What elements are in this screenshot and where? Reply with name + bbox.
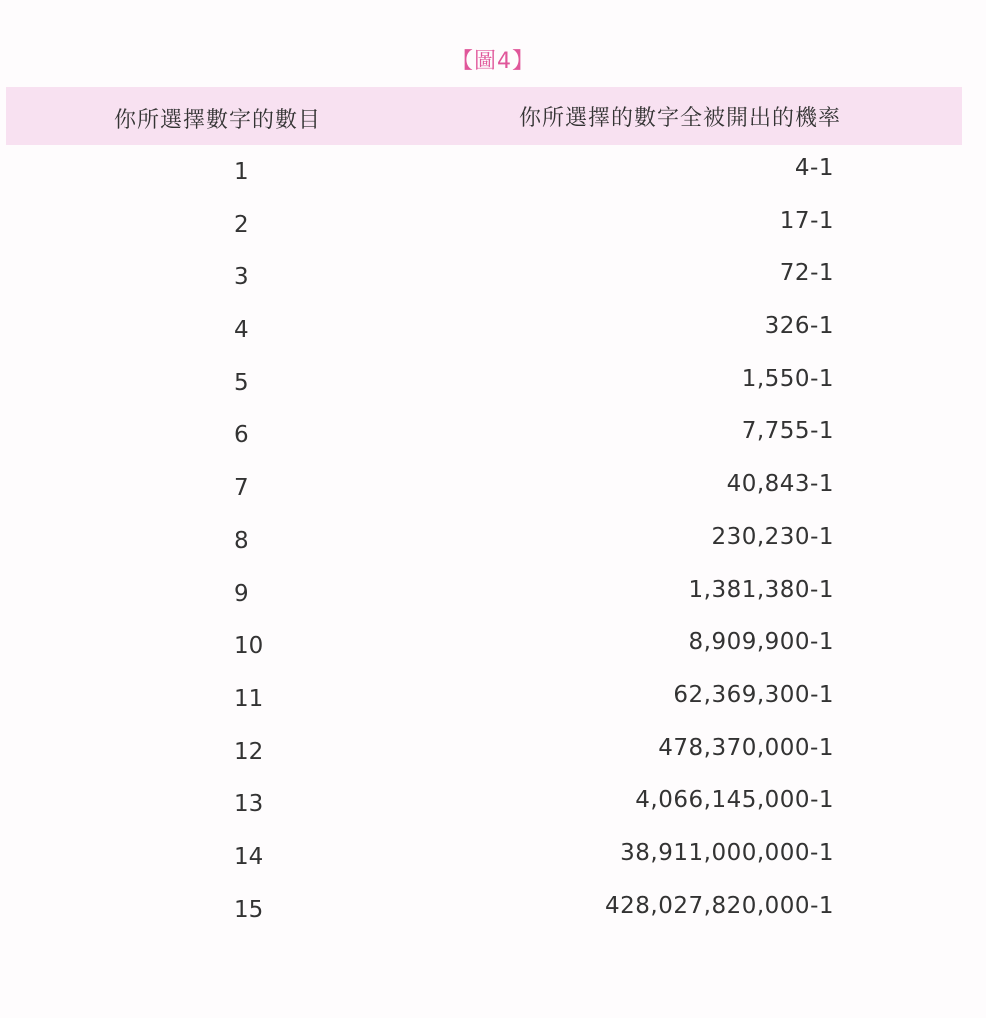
table-row — [6, 629, 962, 686]
table-row — [6, 839, 962, 897]
table-header-row — [6, 87, 962, 145]
table-row — [6, 260, 962, 317]
probability-cell: 8,909,900-1 — [688, 629, 834, 656]
count-cell: 11 — [234, 685, 264, 712]
probability-cell: 38,911,000,000-1 — [620, 839, 834, 866]
table-row — [6, 734, 962, 792]
table-row — [6, 523, 962, 581]
count-cell: 15 — [234, 896, 264, 923]
probability-cell: 4,066,145,000-1 — [635, 787, 834, 814]
count-cell: 8 — [234, 527, 249, 554]
count-cell: 4 — [234, 317, 249, 344]
table-row — [6, 365, 962, 423]
count-cell: 2 — [234, 211, 249, 238]
column-header-probability: 你所選擇的數字全被開出的機率 — [519, 106, 842, 131]
probability-cell: 230,230-1 — [711, 523, 834, 550]
table-row — [6, 576, 962, 634]
table-body — [6, 155, 962, 949]
probability-table — [6, 87, 962, 923]
probability-cell: 1,381,380-1 — [688, 576, 834, 603]
table-row — [6, 787, 962, 844]
table-row — [6, 471, 962, 528]
table-row — [6, 155, 962, 212]
count-cell: 5 — [234, 369, 249, 396]
figure-caption: 【圖4】 — [451, 49, 535, 74]
count-cell: 6 — [234, 422, 249, 449]
probability-cell: 428,027,820,000-1 — [605, 892, 834, 919]
table-row — [6, 418, 962, 475]
count-cell: 9 — [234, 580, 249, 607]
probability-cell: 7,755-1 — [741, 418, 834, 445]
table-row — [6, 207, 962, 265]
probability-cell: 72-1 — [779, 260, 834, 287]
count-cell: 13 — [234, 791, 264, 818]
column-header-count: 你所選擇數字的數目 — [114, 108, 322, 133]
count-cell: 10 — [234, 633, 264, 660]
count-cell: 7 — [234, 475, 249, 502]
count-cell: 1 — [234, 159, 249, 185]
table-row — [6, 892, 962, 950]
count-cell: 12 — [234, 738, 264, 765]
probability-cell: 326-1 — [764, 313, 834, 340]
probability-cell: 17-1 — [779, 207, 834, 234]
probability-cell: 478,370,000-1 — [658, 734, 834, 761]
table-row — [6, 681, 962, 739]
probability-cell: 4-1 — [794, 155, 834, 181]
probability-cell: 40,843-1 — [726, 471, 834, 498]
count-cell: 14 — [234, 843, 264, 870]
probability-cell: 62,369,300-1 — [673, 681, 834, 708]
count-cell: 3 — [234, 264, 249, 291]
table-row — [6, 313, 962, 370]
probability-cell: 1,550-1 — [741, 365, 834, 392]
